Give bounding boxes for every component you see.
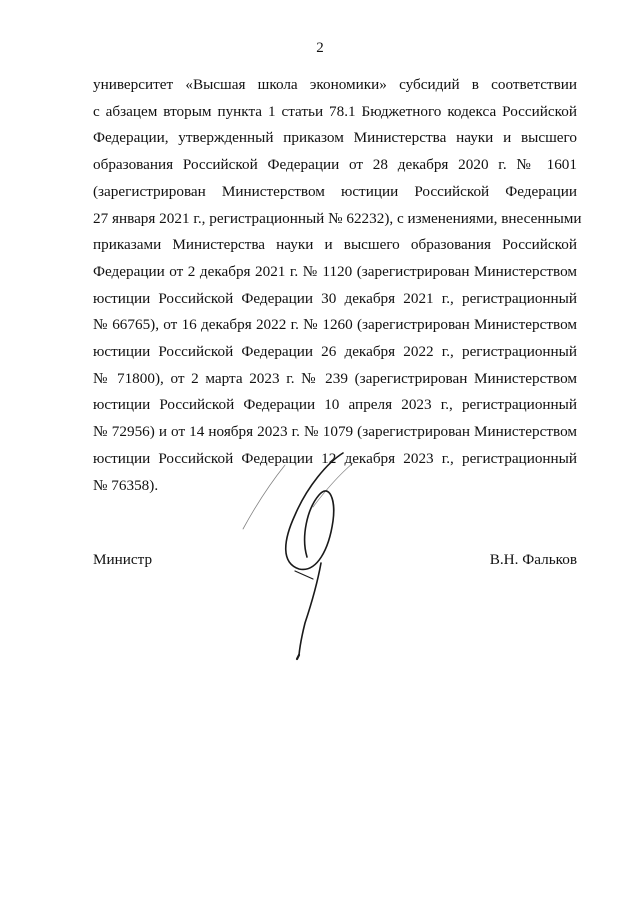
body-line: № 72956) и от 14 ноября 2023 г. № 1079 (зарегистрирован Министерством <box>93 423 577 441</box>
body-line: 27 января 2021 г., регистрационный № 62232), с изменениями, внесенными <box>93 209 582 227</box>
body-line: юстиции Российской Федерации 12 декабря 2023 г., регистрационный <box>93 449 577 467</box>
handwritten-signature <box>225 445 375 665</box>
body-line: Федерации, утвержденный приказом Министерства науки и высшего <box>93 129 577 147</box>
body-line: с абзацем вторым пункта 1 статьи 78.1 Бюджетного кодекса Российской <box>93 102 577 120</box>
body-line: университет «Высшая школа экономики» субсидий в соответствии <box>93 76 577 93</box>
body-line: Федерации от 2 декабря 2021 г. № 1120 (зарегистрирован Министерством <box>93 262 577 280</box>
body-line: № 71800), от 2 марта 2023 г. № 239 (зарегистрирован Министерством <box>93 369 577 387</box>
body-line: образования Российской Федерации от 28 декабря 2020 г. № 1601 <box>93 156 577 174</box>
body-line: (зарегистрирован Министерством юстиции Российской Федерации <box>93 182 577 200</box>
body-line: юстиции Российской Федерации 10 апреля 2023 г., регистрационный <box>93 396 577 414</box>
signatory-name: В.Н. Фальков <box>489 551 577 568</box>
body-line: приказами Министерства науки и высшего образования Российской <box>93 236 577 254</box>
body-text <box>93 72 582 499</box>
body-line: юстиции Российской Федерации 30 декабря 2021 г., регистрационный <box>93 289 577 307</box>
signatory-title: Министр <box>93 551 153 568</box>
page-number: 2 <box>316 40 324 56</box>
body-line: № 76358). <box>93 476 159 494</box>
body-line: № 66765), от 16 декабря 2022 г. № 1260 (зарегистрирован Министерством <box>93 316 577 334</box>
body-line: юстиции Российской Федерации 26 декабря 2022 г., регистрационный <box>93 343 577 361</box>
